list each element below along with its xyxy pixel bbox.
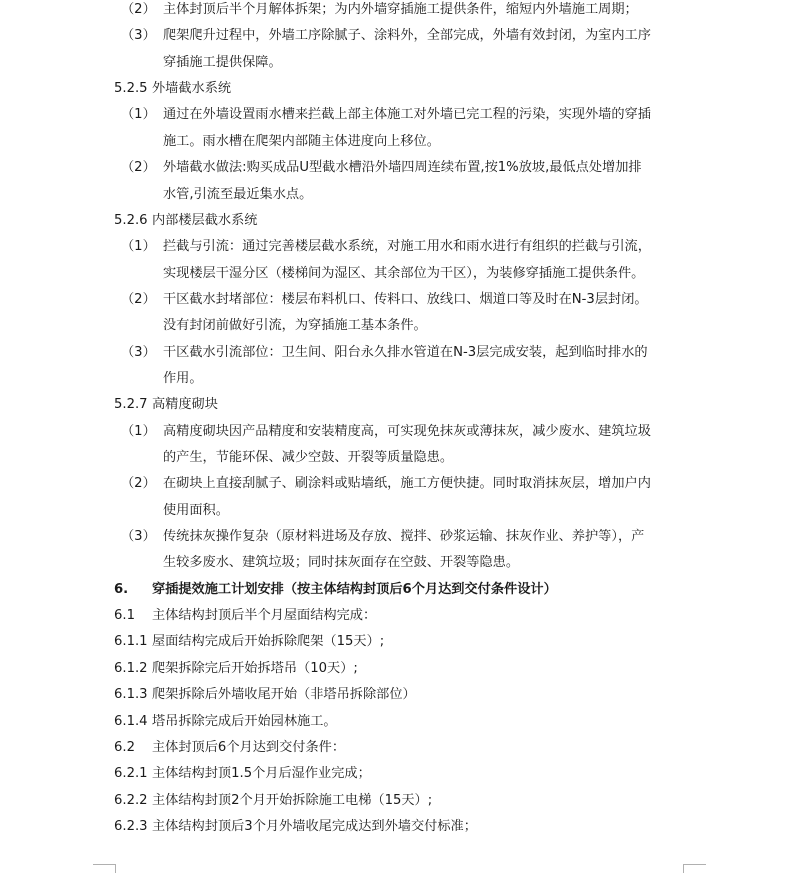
section-heading: [0, 682, 796, 708]
item-number: （3）: [121, 529, 156, 544]
list-item: [0, 419, 796, 445]
list-item: [0, 155, 796, 181]
item-text: 实现楼层干湿分区（楼梯间为湿区、其余部位为干区），为装修穿插施工提供条件。: [163, 265, 645, 281]
item-text: 水管,引流至最近集水点。: [163, 186, 313, 202]
item-number: （3）: [121, 344, 156, 360]
item-number: 5.2.7: [114, 397, 148, 413]
item-text: 施工。雨水槽在爬架内部随主体进度向上移位。: [163, 133, 440, 149]
item-number: 6.1.4: [114, 713, 148, 729]
paragraph-continuation: [0, 366, 796, 392]
item-number: （1）: [121, 107, 156, 123]
item-text: 生较多废水、建筑垃圾；同时抹灰面存在空鼓、开裂等隐患。: [163, 555, 520, 571]
section-heading: [0, 709, 796, 735]
item-number: （3）: [121, 28, 156, 44]
item-number: 6.2.1: [114, 766, 148, 782]
item-text: 主体封顶后半个月解体拆架；为内外墙穿插施工提供条件，缩短内外墙施工周期；: [163, 2, 638, 17]
section-heading: [0, 761, 796, 787]
item-number: 6.2: [114, 739, 135, 755]
list-item: [0, 0, 796, 23]
item-text: 作用。: [163, 370, 203, 386]
list-item: [0, 23, 796, 49]
paragraph-continuation: [0, 550, 796, 576]
item-text: 屋面结构完成后开始拆除爬架（15天）;: [152, 634, 385, 650]
item-text: 外墙截水系统: [152, 81, 232, 97]
item-number: 6.1.2: [114, 660, 148, 676]
section-heading: [0, 392, 796, 418]
section-heading: [0, 788, 796, 814]
item-number: （2）: [121, 160, 156, 176]
item-number: （2）: [121, 291, 156, 307]
paragraph-continuation: [0, 498, 796, 524]
list-item: [0, 234, 796, 260]
item-number: 6.2.2: [114, 792, 148, 808]
section-heading: [0, 656, 796, 682]
section-heading: [0, 629, 796, 655]
section-heading: [0, 208, 796, 234]
item-text: 干区截水封堵部位：楼层布料机口、传料口、放线口、烟道口等及时在N-3层封闭。: [163, 291, 648, 307]
item-text: 主体结构封顶2个月开始拆除施工电梯（15天）;: [152, 792, 433, 808]
item-number: 6.: [114, 581, 129, 597]
item-text: 内部楼层截水系统: [152, 212, 258, 228]
section-heading: [0, 603, 796, 629]
item-number: 6.1.3: [114, 687, 148, 703]
item-text: 传统抹灰操作复杂（原材料进场及存放、搅拌、砂浆运输、抹灰作业、养护等），产: [163, 529, 645, 544]
item-text: 在砌块上直接刮腻子、刷涂料或贴墙纸，施工方便快捷。同时取消抹灰层，增加户内: [163, 476, 651, 492]
paragraph-continuation: [0, 50, 796, 76]
item-text: 爬架爬升过程中，外墙工序除腻子、涂料外，全部完成，外墙有效封闭，为室内工序: [163, 28, 651, 44]
paragraph-continuation: [0, 129, 796, 155]
item-number: 6.1.1: [114, 634, 148, 650]
item-number: 6.1: [114, 608, 135, 624]
item-text: 高精度砌块: [152, 397, 218, 413]
item-number: 6.2.3: [114, 818, 148, 834]
paragraph-continuation: [0, 182, 796, 208]
item-number: （1）: [121, 423, 156, 439]
list-item: [0, 287, 796, 313]
item-text: 主体结构封顶后半个月屋面结构完成：: [152, 608, 377, 624]
item-text: 主体结构封顶1.5个月后湿作业完成；: [152, 766, 371, 782]
item-text: 没有封闭前做好引流，为穿插施工基本条件。: [163, 318, 427, 334]
item-text: 高精度砌块因产品精度和安装精度高，可实现免抹灰或薄抹灰，减少废水、建筑垃圾: [163, 423, 651, 439]
item-text: 主体结构封顶后3个月外墙收尾完成达到外墙交付标准；: [152, 818, 477, 834]
paragraph-continuation: [0, 261, 796, 287]
paragraph-continuation: [0, 445, 796, 471]
list-item: [0, 340, 796, 366]
item-number: （1）: [121, 239, 156, 255]
item-number: 5.2.5: [114, 81, 148, 97]
list-item: [0, 471, 796, 497]
item-text: 穿插提效施工计划安排（按主体结构封顶后6个月达到交付条件设计）: [152, 581, 557, 597]
section-heading: [0, 76, 796, 102]
item-text: 塔吊拆除完成后开始园林施工。: [152, 713, 337, 729]
item-text: 干区截水引流部位：卫生间、阳台永久排水管道在N-3层完成安装，起到临时排水的: [163, 344, 648, 360]
list-item: [0, 524, 796, 550]
item-number: （2）: [121, 476, 156, 492]
item-number: （2）: [121, 2, 156, 17]
item-text: 外墙截水做法:购买成品U型截水槽沿外墙四周连续布置,按1%放坡,最低点处增加排: [163, 160, 642, 176]
item-text: 爬架拆除后外墙收尾开始（非塔吊拆除部位）: [152, 687, 416, 703]
section-heading: [0, 577, 796, 603]
item-text: 拦截与引流：通过完善楼层截水系统，对施工用水和雨水进行有组织的拦截与引流，: [163, 239, 651, 255]
paragraph-continuation: [0, 313, 796, 339]
item-text: 使用面积。: [163, 502, 229, 518]
item-text: 穿插施工提供保障。: [163, 54, 282, 70]
section-heading: [0, 814, 796, 840]
list-item: [0, 102, 796, 128]
item-text: 主体封顶后6个月达到交付条件：: [152, 739, 346, 755]
item-text: 爬架拆除完后开始拆塔吊（10天）;: [152, 660, 358, 676]
item-text: 的产生，节能环保、减少空鼓、开裂等质量隐患。: [163, 450, 454, 465]
item-number: 5.2.6: [114, 212, 148, 228]
item-text: 通过在外墙设置雨水槽来拦截上部主体施工对外墙已完工程的污染，实现外墙的穿插: [163, 107, 651, 123]
section-heading: [0, 735, 796, 761]
